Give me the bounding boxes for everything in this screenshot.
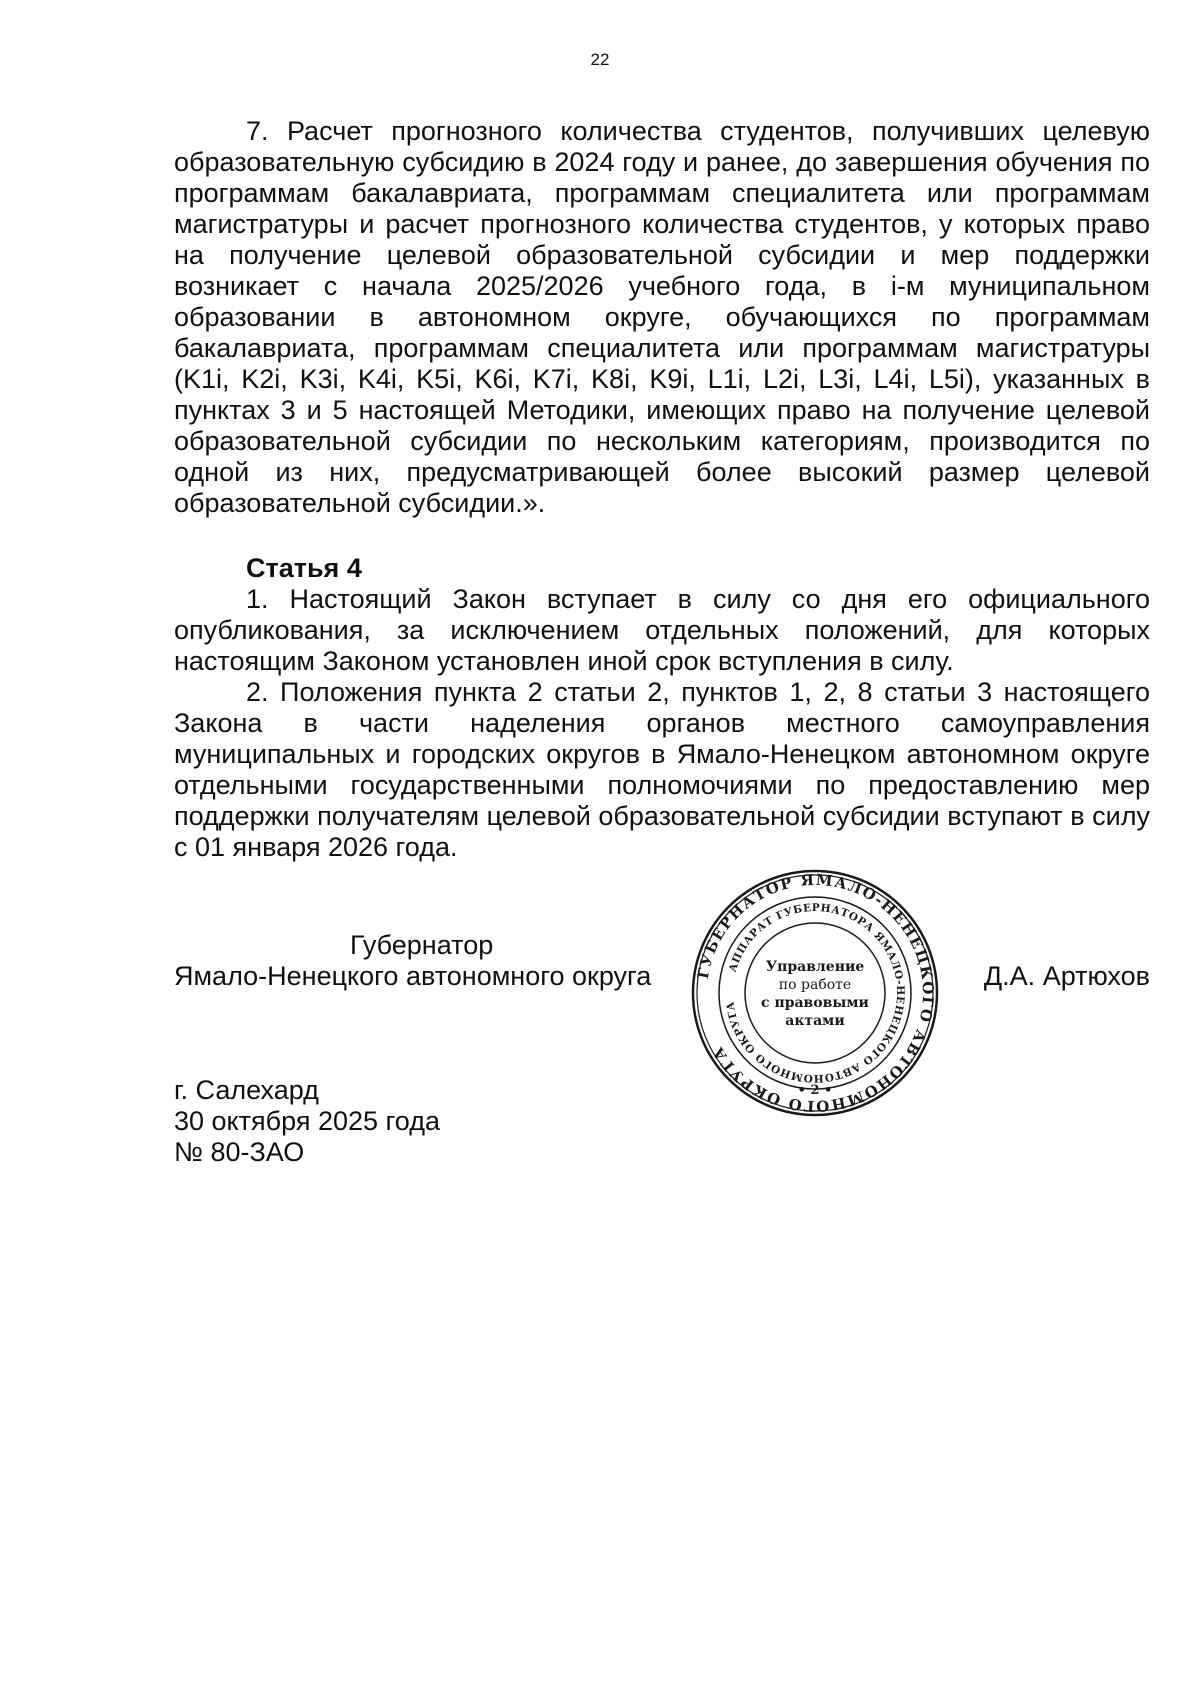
official-seal	[690, 868, 940, 1118]
document-body	[174, 116, 1150, 863]
footer-law-number: № 80-ЗАО	[174, 1137, 305, 1167]
seal-outer-text: ГУБЕРНАТОР ЯМАЛО-НЕНЕЦКОГО АВТОНОМНОГО ОКРУГА	[693, 870, 938, 1116]
seal-center-line-2: по работе	[778, 977, 852, 993]
footer-city: г. Салехард	[174, 1075, 319, 1105]
signatory-title	[174, 930, 674, 992]
footer-date: 30 октября 2025 года	[174, 1106, 440, 1136]
paragraph-7: 7. Расчет прогнозного количества студентов, получивших целевую образовательную субсидию в 2024 году и ранее, до завершения обучения по программам бакалавриата, программам специалитета или программам магистратуры и расчет прогнозного количества студентов, у которых право на получение целевой образовательной субсидии и мер поддержки возникает с начала 2025/2026 учебного года, в i-м муниципальном образовании в автономном округе, обучающихся по программам бакалавриата, программам специалитета или программам магистратуры (K1i, K2i, K3i, K4i, K5i, K6i, K7i, K8i, K9i, L1i, L2i, L3i, L4i, L5i), указанных в пунктах 3 и 5 настоящей Методики, имеющих право на получение целевой образовательной субсидии по нескольким категориям, производится по одной из них, предусматривающей более высокий размер целевой образовательной субсидии.».	[174, 116, 1150, 518]
document-footer	[174, 1075, 440, 1168]
seal-number: • 2 •	[797, 1083, 833, 1098]
seal-center-line-3: с правовыми	[761, 995, 869, 1011]
page-number: 22	[590, 50, 610, 69]
article-paragraph-2: 2. Положения пункта 2 статьи 2, пунктов 1, 2, 8 статьи 3 настоящего Закона в части наделения органов местного самоуправления муниципальных и городских округов в Ямало-Ненецком автономном округе отдельными государственными полномочиями по предоставлению мер поддержки получателям целевой образовательной субсидии вступают в силу с 01 января 2026 года.	[174, 677, 1150, 862]
signature-block	[174, 930, 1150, 1000]
seal-inner-text: АППАРАТ ГУБЕРНАТОРА ЯМАЛО-НЕНЕЦКОГО АВТОНОМНОГО ОКРУГА	[724, 901, 907, 1085]
seal-center-line-1: Управление	[765, 959, 865, 975]
article-paragraph-1: 1. Настоящий Закон вступает в силу со дня его официального опубликования, за исключением отдельных положений, для которых настоящим Законом установлен иной срок вступления в силу.	[174, 584, 1150, 676]
signatory-title-line-2: Ямало-Ненецкого автономного округа	[174, 961, 652, 991]
signatory-name: Д.А. Артюхов	[983, 961, 1150, 991]
signatory-title-line-1: Губернатор	[350, 930, 494, 960]
seal-center-line-4: актами	[785, 1013, 845, 1029]
article-heading: Статья 4	[246, 553, 362, 583]
svg-text:АППАРАТ ГУБЕРНАТОРА ЯМАЛО-НЕНЕ	[724, 902, 906, 1084]
